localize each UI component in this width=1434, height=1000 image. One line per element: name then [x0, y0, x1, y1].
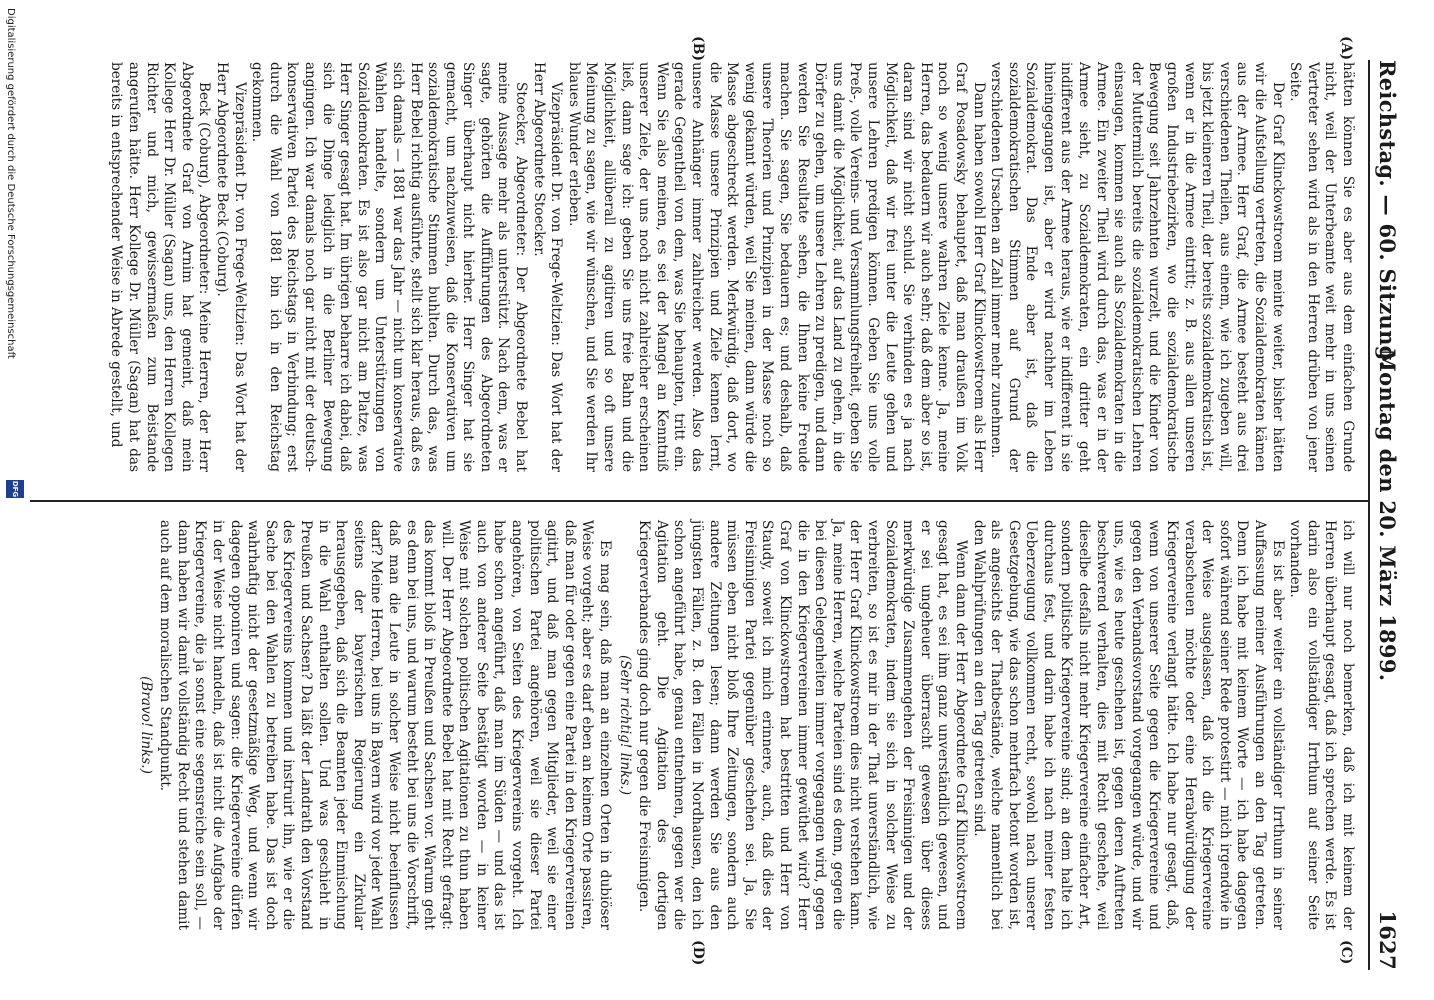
margin-mark-a: (A): [1338, 36, 1354, 61]
paragraph: hätten können Sie es aber aus dem einfachen Grunde nicht, weil der Unterbeamte weit mehr in uns seinen Vertreter sehen wird als in den Herren drüben von jener Seite.: [1287, 62, 1356, 472]
left-column: [107, 62, 1356, 472]
paragraph: Es mag sein, daß man an einzelnen Orten in dubiöser Weise vorgeht; aber es darf eben an keinem Orte passiren, daß man für oder gegen eine Partei in den Kriegervereinen agitirt, und daß man gegen Mitglieder, weil sie einer politischen Partei angehören, weil sie dieser Partei angehören, von Seiten des Kriegervereins vorgeht. Ich habe schon angeführt, daß man im Süden — und das ist auch von anderer Seite bestätigt worden — in keiner Weise mit solchen politischen Agitationen zu thun haben will. Der Herr Abgeordnete Bebel hat mit Recht gefragt: das kommt bloß in Preußen und Sachsen vor. Warum geht es denn bei uns, und warum besteht bei uns die Vorschrift, daß man die Leute in solcher Weise nicht beeinflussen darf? Meine Herren, bei uns in Bayern wird vor jeder Wahl seitens der bayerischen Regierung ein Zirkular herausgegeben, daß sich die Beamten jeder Einmischung in die Wahl enthalten sollen. Und was geschieht in Preußen und Sachsen? Da läßt der Landrath den Vorstand des Kriegervereins kommen und instruirt ihn, wie er die Sache bei den Wahlen zu betreiben habe. Das ist doch wahrhaftig nicht der gesetzmäßige Weg, und wenn wir dagegen opponiren und sagen: die Kriegervereine dürfen in der Weise nicht handeln, daß ist nicht die Aufgabe der Kriegervereine, die ja sonst eine segensreiche sein soll, — dann haben wir damit vollständig Recht und stehen damit auch auf dem moralischen Standpunkt.: [157, 520, 614, 930]
margin-mark-b: (B): [690, 36, 706, 62]
margin-mark-c: (C): [1338, 940, 1354, 965]
paragraph: Dann haben sowohl Herr Graf Klinckowstroem als Herr Graf Posadowsky behauptet, daß man draußen im Volk noch so wenig unsere wahren Ziele kenne. Ja, meine Herren, das bedauern wir auch sehr; daß dem aber so ist, daran sind wir nicht schuld. Sie verhinden es ja nach Möglichkeit, daß wir frei unter die Leute gehen und unsere Lehren predigen können. Geben Sie uns volle Preß-, volle Vereins- und Versammlungsfreiheit, geben Sie uns damit die Möglichkeit, auf das Land zu gehen, in die Dörfer zu gehen, um unsere Lehren zu predigen, und dann werden Sie Resultate sehen, die Ihnen keine Freude machen. Sie sagen, Sie bedauern es; und deshalb, daß unsere Theorien und Prinzipien in der Masse noch so wenig gekannt würden, weil Sie meinen, dann würde die Masse abgeschreckt werden. Merkwürdig, daß dort, wo die Masse unsere Prinzipien und Ziele kennen lernt, unsere Anhänger immer zahlreicher werden. Also das gerade Gegentheil von dem, was Sie behaupten, tritt ein. Wenn Sie also meinen, es sei der Mangel an Kenntniß unserer Ziele, der uns noch nicht zahlreicher erscheinen ließ, dann sage ich: geben Sie uns freie Bahn und die Möglichkeit, allüberall zu agitiren und so oft unsere Meinung zu sagen, wie wir wünschen, und Sie werden Ihr blaues Wunder erleben.: [565, 62, 987, 472]
header-rule: [1368, 60, 1370, 970]
column-divider: [30, 500, 1370, 502]
applause-note: (Bravo! links.): [137, 676, 154, 774]
digitization-credit: Digitalisierung gefördert durch die Deutsche Forschungsgemeinschaft: [5, 8, 16, 359]
dfg-logo: DFG: [6, 480, 24, 498]
header-title: Reichstag. — 60. Sitzung.: [1375, 60, 1400, 369]
paragraph: ich will nur noch bemerken, daß ich mit keinem der Herren überhaupt gesagt, daß ich sprechen werde. Es ist darin also ein vollständiger Irrthum auf seiner Seite vorhanden.: [1287, 520, 1356, 930]
speaker-paragraph: Vizepräsident Dr. von Frege-Weltzien: Das Wort hat der Herr Abgeordnete Stoecker.: [530, 62, 565, 472]
paragraph: Der Graf Klinckowstroem meinte weiter, bisher hätten wir die Aufstellung vertreten, die Sozialdemokraten kämen aus der Armee. Herr Graf, die Armee besteht aus drei verschiedenen Theilen, aus einem, wie ich zugeben will, bis jetzt kleineren Theil, der bereits sozialdemokratisch ist, wenn er in die Armee eintritt; z. B. aus allen unseren großen Industriebezirken, wo die sozialdemokratische Bewegung seit Jahrzehnten wurzelt, und die Kinder von der Muttermilch bereits die sozialdemokratischen Lehren einsaugen, kommen sie auch als Sozialdemokraten in die Armee. Ein zweiter Theil wird durch das, was er in der Armee sieht, zu Sozialdemokraten, ein dritter geht indifferent aus der Armee heraus, wie er indifferent in sie hineingegangen ist, aber er wird nachher im Leben Sozialdemokrat. Das Ende aber ist, daß die sozialdemokratischen Stimmen auf Grund der verschiedenen Ursachen an Zahl immer mehr zunehmen.: [988, 62, 1286, 472]
margin-mark-d: (D): [690, 940, 706, 966]
speaker-paragraph: Stoecker, Abgeordneter: Der Abgeordnete Bebel hat meine Aussage mehr als unterstützt. Nach dem, was er sagte, gehörten die Aufführungen des Abgeordneten Singer überhaupt nicht hierher. Herr Singer hat sie gemacht, um nachzuweisen, daß die Konservativen um sozialdemokratische Stimmen buhlten. Durch das, was Herr Bebel richtig ausführte, stellt sich klar heraus, daß es sich damals — 1881 war das Jahr — nicht um konservative Wahlen handelte, sondern um Unterstützungen von Sozialdemokraten. Es ist also gar nicht am Platze, was Herr Singer gesagt hat. Im übrigen beharre ich dabei, daß sich die Dinge lediglich in die Berliner Bewegung angingen. Ich war damals noch gar nicht mit der deutsch-konservativen Partei des Reichstags in Verbindung; erst durch die Wahl von 1881 bin ich in den Reichstag gekommen.: [249, 62, 530, 472]
paragraph: Wenn dann der Herr Abgeordnete Graf Klinckowstroem gesagt hat, es sei ihm ganz unverständlich gewesen, und er sei ungeheuer überrascht gewesen über dieses merkwürdige Zusammengehen der Freisinnigen und der Sozialdemokraten, indem sie sich in solcher Weise zu verbreiten, so ist es mir in der That unverständlich, wie der Herr Graf Klinckowstroem dies nicht verstehen kann. Ja, meine Herren, welche Parteien sind es denn, gegen die bei diesen Gelegenheiten immer vorgegangen wird, gegen die in den Kriegervereinen immer gewüthet wird? Herr Graf von Klinckowstroem hat bestritten und Herr von Staudy, soweit ich mich erinnere, auch, daß dies der Freisinnigen Partei gegenüber geschehen sei. Ja, Sie müssen eben nicht bloß Ihre Zeitungen, sondern auch andere Zeitungen lesen; dann werden Sie aus den jüngsten Fällen, z. B. den Fällen in Nordhausen, den ich schon angeführt habe, genau entnehmen, gegen wer die Agitation geht. Die Agitation des dortigen Kriegerverbandes ging doch nur gegen die Freisinnigen.: [636, 520, 969, 930]
speaker-paragraph: Vizepräsident Dr. von Frege-Weltzien: Das Wort hat der Herr Abgeordnete Beck (Coburg).: [214, 62, 248, 472]
paragraph: Es ist aber weiter ein vollständiger Irrthum in seiner Auffassung meiner Ausführungen an den Tag getreten. Denn ich habe mit keinem Worte — ich habe dagegen sofort während seiner Rede protestirt — mich irgendwie in der Weise ausgelassen, daß ich die Kriegervereine verabscheuen möchte oder eine Herabwürdigung der Kriegervereine verlangt hätte. Ich habe nur gesagt, daß, wenn von unserer Seite gegen die Kriegervereine und gegen den Verbandsvorstand vorgegangen würde, und wir uns, wie es heute geschehen ist, gegen deren Auftreten beschwerend verhalten, dies mit Recht geschehe, weil dieselbe desfalls nicht mehr Kriegervereine einfacher Art, sondern politische Kriegervereine sind; an dem halte ich durchaus fest, und darin habe ich nach meiner festen Ueberzeugung vollkommen recht, sowohl nach unserer Gesetzgebung, wie das schon mehrfach betont worden ist, als angesichts der Thatbestände, welche namentlich bei den Wahlprüfungen an den Tag getreten sind.: [970, 520, 1286, 930]
applause-note: (Sehr richtig! links.): [616, 654, 633, 796]
speaker-paragraph: Beck (Coburg), Abgeordneter: Meine Herren, der Herr Abgeordnete Graf von Arnim hat gemeint, daß mein Kollege Herr Dr. Müller (Sagan) uns, den Herren Kollegen Richter und mich, gewissermaßen zum Beistande angerufen hätte. Herr Kollege Dr. Müller (Sagan) hat das bereits in entsprechender Weise in Abrede gestellt, und: [108, 62, 213, 472]
right-column: [134, 520, 1356, 930]
header-date: Montag den 20. März 1899.: [1375, 348, 1400, 682]
page-number: 1627: [1375, 910, 1400, 970]
page-header: [1366, 60, 1400, 970]
